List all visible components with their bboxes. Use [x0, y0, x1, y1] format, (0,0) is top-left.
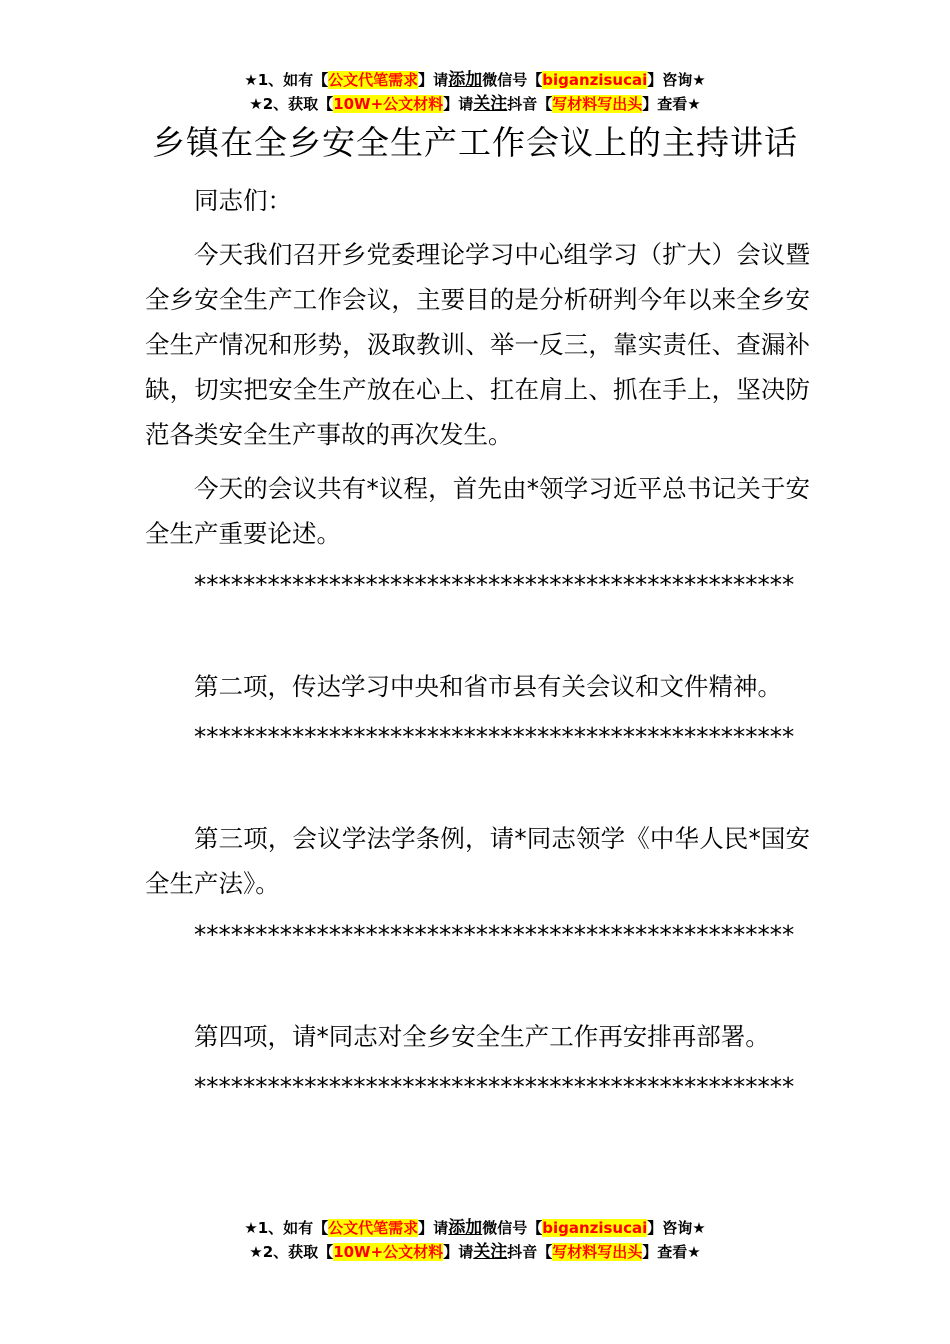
highlight-materials: 10W+公文材料: [333, 95, 444, 113]
paragraph-intro: 今天我们召开乡党委理论学习中心组学习（扩大）会议暨全乡安全生产工作会议，主要目的是分析研判今年以来全乡安全生产情况和形势，汲取教训、举一反三，靠实责任、查漏补缺，切实把安全生产放在心上、扛在肩上、抓在手上，坚决防范各类安全生产事故的再次发生。: [145, 240, 810, 449]
paragraph-item-4: 第四项，请*同志对全乡安全生产工作再安排再部署。: [194, 1022, 770, 1051]
banner-text: 微信号【: [482, 1219, 543, 1237]
highlight-service: 公文代笔需求: [328, 71, 419, 89]
paragraph-agenda: 今天的会议共有*议程，首先由*领学习近平总书记关于安全生产重要论述。: [145, 474, 810, 548]
footer-banner: [0, 1216, 950, 1264]
highlight-douyin-account: 写材料写出头: [552, 95, 643, 113]
banner-text: 】请: [418, 1219, 449, 1237]
separator-line: *************************************************: [194, 920, 795, 949]
highlight-service: 公文代笔需求: [328, 1219, 419, 1237]
emphasis-text: 添加: [448, 70, 483, 90]
banner-text: 】请: [443, 1243, 474, 1261]
highlight-wechat-id: biganzisucai: [542, 1219, 648, 1237]
emphasis-text: 关注: [473, 94, 508, 114]
banner-text: ★1、如有【: [244, 1219, 329, 1237]
salutation: 同志们：: [194, 186, 292, 215]
banner-text: 】请: [443, 95, 474, 113]
banner-text: ★2、获取【: [249, 1243, 334, 1261]
banner-text: 抖音【: [507, 95, 553, 113]
banner-text: 】咨询★: [647, 1219, 706, 1237]
banner-text: 】咨询★: [647, 71, 706, 89]
banner-text: 】请: [418, 71, 449, 89]
paragraph-item-3: 第三项，会议学法学条例，请*同志领学《中华人民*国安全生产法》。: [145, 824, 810, 898]
banner-text: ★1、如有【: [244, 71, 329, 89]
header-banner: [0, 68, 950, 116]
banner-text: ★2、获取【: [249, 95, 334, 113]
banner-line-1: [0, 1216, 950, 1240]
separator-line: *************************************************: [194, 570, 795, 599]
emphasis-text: 关注: [473, 1242, 508, 1262]
banner-line-2: [0, 92, 950, 116]
banner-text: 抖音【: [507, 1243, 553, 1261]
separator-line: *************************************************: [194, 722, 795, 751]
document-title: 乡镇在全乡安全生产工作会议上的主持讲话: [152, 123, 798, 162]
banner-text: 】查看★: [642, 1243, 701, 1261]
highlight-douyin-account: 写材料写出头: [552, 1243, 643, 1261]
banner-text: 】查看★: [642, 95, 701, 113]
banner-text: 微信号【: [482, 71, 543, 89]
paragraph-item-2: 第二项，传达学习中央和省市县有关会议和文件精神。: [194, 672, 782, 701]
emphasis-text: 添加: [448, 1218, 483, 1238]
highlight-wechat-id: biganzisucai: [542, 71, 648, 89]
separator-line: *************************************************: [194, 1072, 795, 1101]
highlight-materials: 10W+公文材料: [333, 1243, 444, 1261]
banner-line-2: [0, 1240, 950, 1264]
banner-line-1: [0, 68, 950, 92]
